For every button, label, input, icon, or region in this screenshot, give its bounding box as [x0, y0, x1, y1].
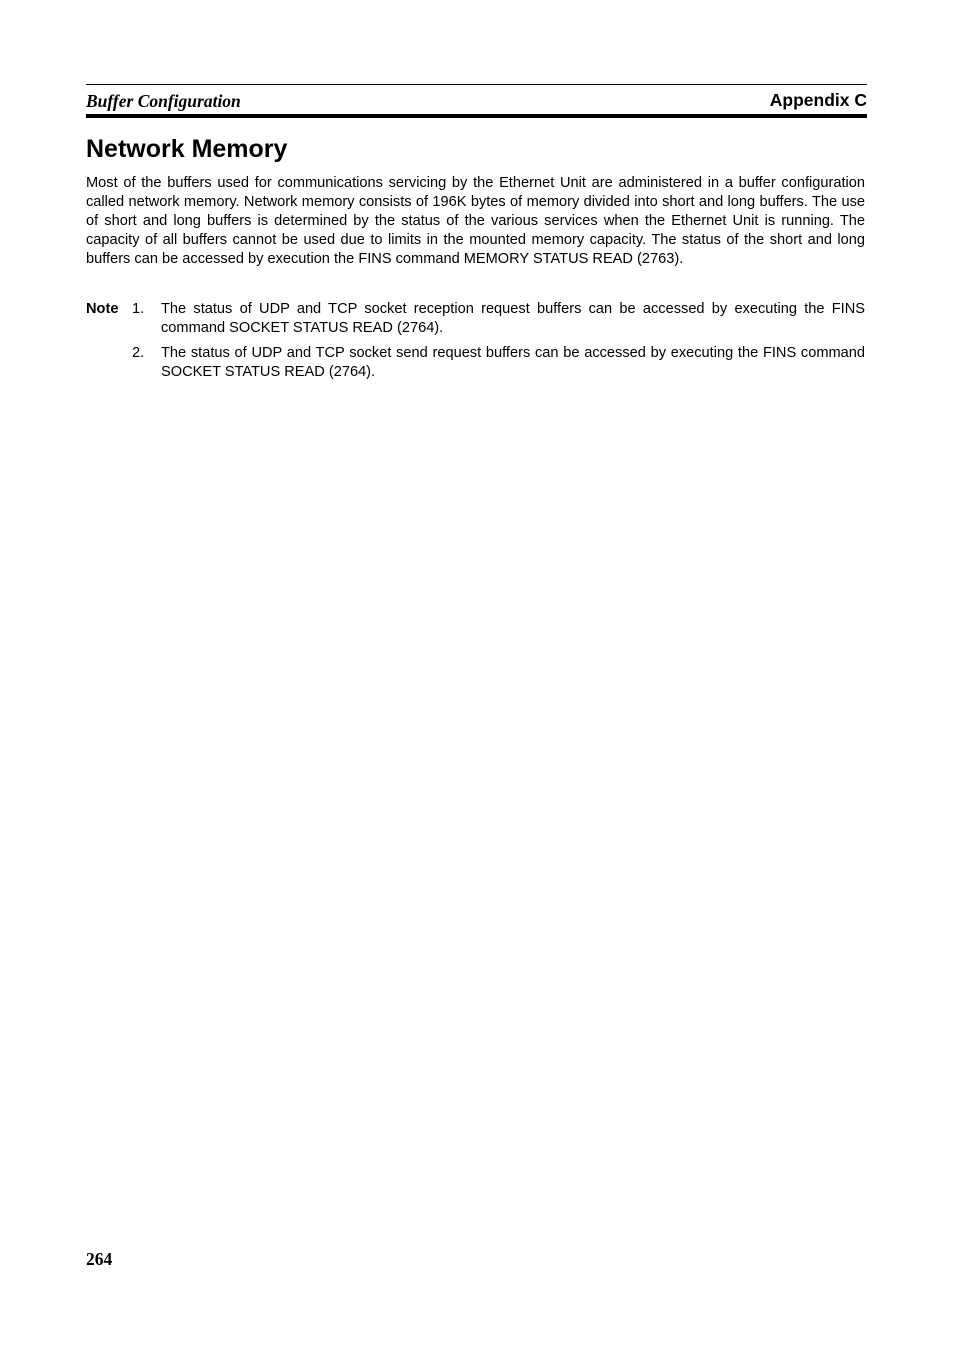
note-item	[86, 300, 865, 338]
note-item	[86, 344, 865, 382]
section-title: Network Memory	[86, 135, 288, 163]
page-header	[86, 84, 867, 118]
note-block	[86, 300, 865, 388]
note-text: The status of UDP and TCP socket reception request buffers can be accessed by executing the FINS command SOCKET STATUS READ (2764).	[161, 301, 865, 337]
header-appendix-label: Appendix C	[769, 90, 867, 110]
note-number: 1.	[132, 301, 145, 317]
header-section-title: Buffer Configuration	[86, 91, 241, 111]
note-text: The status of UDP and TCP socket send request buffers can be accessed by executing the FINS command SOCKET STATUS READ (2764).	[161, 345, 865, 381]
note-number: 2.	[132, 345, 145, 362]
page-number: 264	[86, 1249, 113, 1269]
body-paragraph: Most of the buffers used for communications servicing by the Ethernet Unit are administered in a buffer configuration called network memory. Network memory consists of 196K bytes of memory divided into short and long buffers. The use of short and long buffers is determined by the status of the various services when the Ethernet Unit is running. The capacity of all buffers cannot be used due to limits in the mounted memory capacity. The status of the short and long buffers can be accessed by execution the FINS command MEMORY STATUS READ (2763).	[86, 175, 865, 268]
note-label: Note	[86, 301, 119, 317]
